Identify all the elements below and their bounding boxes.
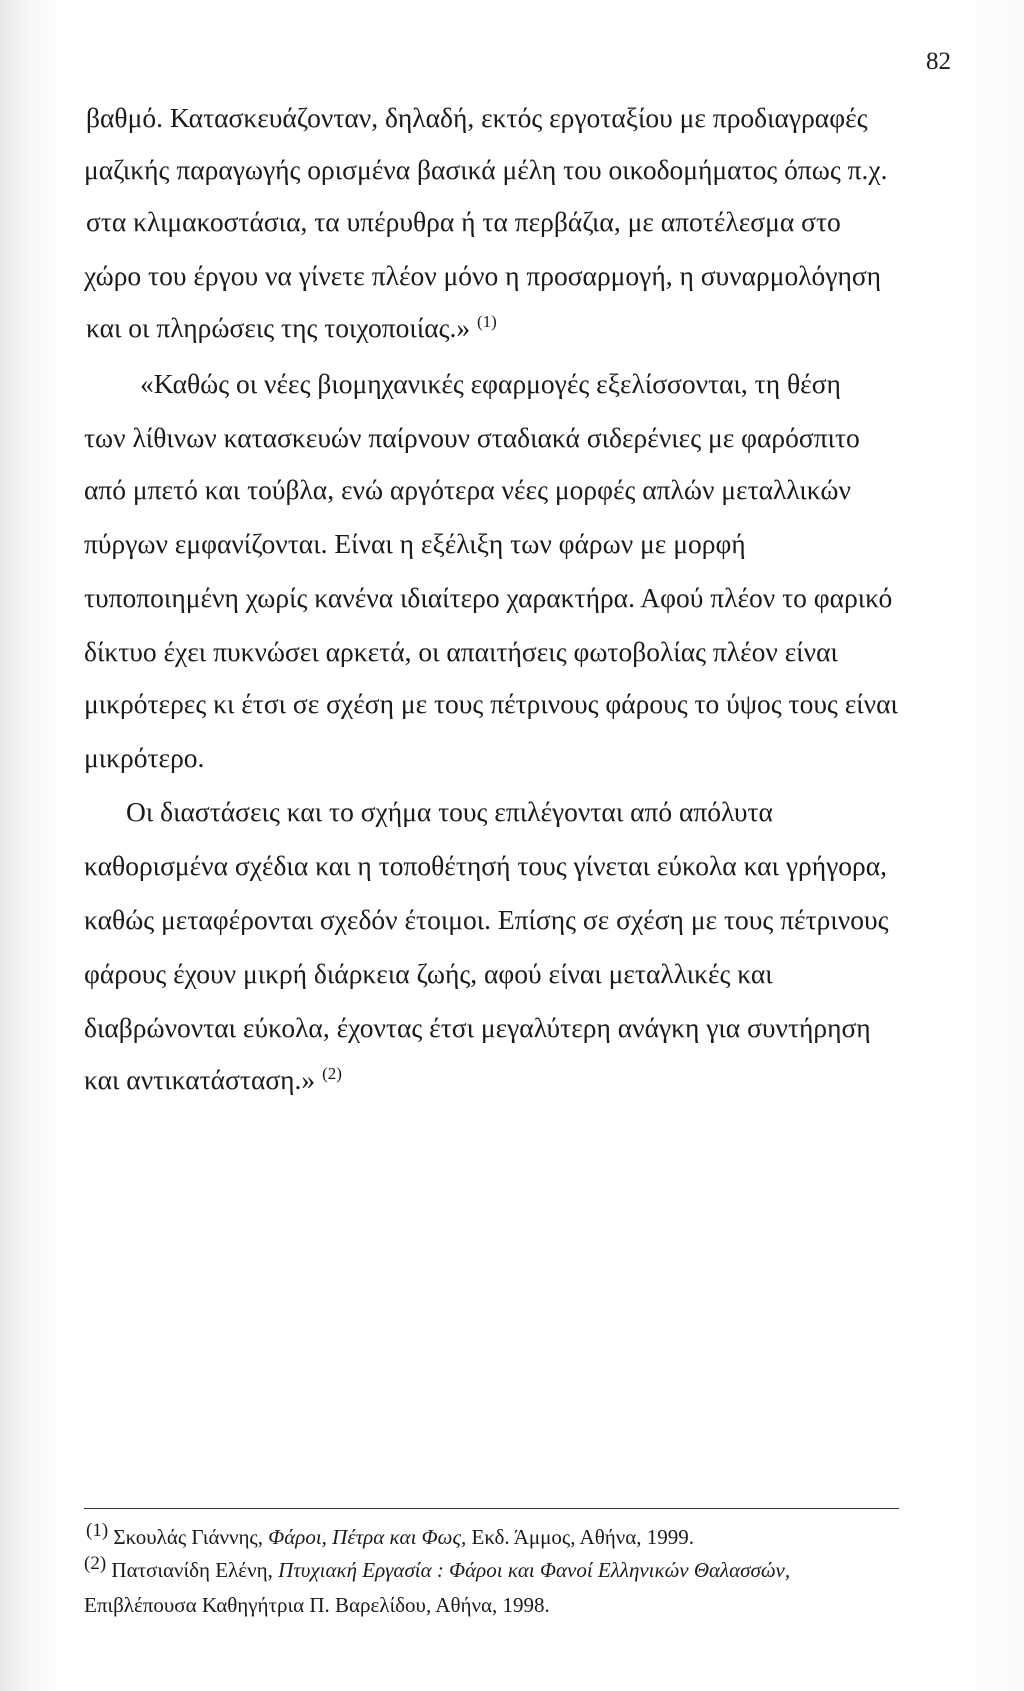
body-line-text: στα κλιμακοστάσια, τα υπέρυθρα ή τα περβάζια, με αποτέλεσμα στο — [86, 206, 841, 237]
body-line — [84, 852, 887, 880]
body-line-text: καθώς μεταφέρονται σχεδόν έτοιμοι. Επίσης σε σχέση με τους πέτρινους — [84, 904, 889, 935]
body-line — [140, 370, 841, 398]
body-line-text: των λίθινων κατασκευών παίρνουν σταδιακά σιδερένιες με φαρόσπιτο — [84, 422, 860, 453]
body-line-text: μικρότερες κι έτσι σε σχέση με τους πέτρινους φάρους το ύψος τους είναι — [84, 688, 898, 719]
body-line-text: μαζικής παραγωγής ορισμένα βασικά μέλη του οικοδομήματος όπως π.χ. — [84, 154, 888, 185]
footnote-2 — [84, 1553, 791, 1582]
body-line — [84, 262, 881, 290]
footnote-2-title: Πτυχιακή Εργασία : Φάροι και Φανοί Ελληνικών Θαλασσών, — [278, 1558, 791, 1582]
body-line-text: διαβρώνονται εύκολα, έχοντας έτσι μεγαλύτερη ανάγκη για συντήρηση — [84, 1012, 871, 1043]
body-line — [84, 960, 773, 988]
page-number: 82 — [926, 48, 951, 75]
body-line — [84, 424, 860, 452]
body-line — [84, 476, 851, 504]
body-line-text: πύργων εμφανίζονται. Είναι η εξέλιξη των φάρων με μορφή — [84, 528, 746, 559]
footnote-1-author: Σκουλάς Γιάννης, — [108, 1525, 269, 1549]
body-line — [86, 208, 841, 236]
body-line-text: χώρο του έργου να γίνετε πλέον μόνο η προσαρμογή, η συναρμολόγηση — [84, 260, 882, 291]
footnote-1-title: Φάροι, Πέτρα και Φως, — [268, 1525, 467, 1549]
body-line-text: δίκτυο έχει πυκνώσει αρκετά, οι απαιτήσεις φωτοβολίας πλέον είναι — [84, 636, 838, 667]
body-line-text: βαθμό. Κατασκευάζονταν, δηλαδή, εκτός εργοταξίου με προδιαγραφές — [86, 102, 868, 133]
footnote-2-author: Πατσιανίδη Ελένη, — [106, 1558, 279, 1582]
body-line-text: καθορισμένα σχέδια και η τοποθέτησή τους γίνεται εύκολα και γρήγορα, — [84, 850, 888, 881]
body-line — [84, 638, 838, 666]
body-line — [84, 1014, 871, 1042]
body-line-text: και οι πληρώσεις της τοιχοποιίας.» — [86, 312, 478, 343]
body-line — [86, 311, 497, 343]
body-line-text: Οι διαστάσεις και το σχήμα τους επιλέγονται από απόλυτα — [126, 796, 773, 827]
body-line — [84, 530, 746, 558]
footnote-2-continuation: Επιβλέπουσα Καθηγήτρια Π. Βαρελίδου, Αθήνα, 1998. — [84, 1593, 550, 1617]
footnote-reference: (1) — [477, 311, 497, 331]
footnote-separator — [84, 1508, 899, 1509]
footnote-1-number: (1) — [86, 1520, 109, 1541]
body-line — [84, 584, 892, 612]
footnote-1 — [86, 1520, 694, 1549]
body-line — [126, 798, 773, 826]
body-line-text: τυποποιημένη χωρίς κανένα ιδιαίτερο χαρακτήρα. Αφού πλέον το φαρικό — [84, 582, 893, 613]
body-line-text: από μπετό και τούβλα, ενώ αργότερα νέες μορφές απλών μεταλλικών — [84, 474, 851, 505]
body-line-text: «Καθώς οι νέες βιομηχανικές εφαρμογές εξελίσσονται, τη θέση — [140, 368, 841, 399]
body-line — [84, 156, 888, 184]
footnote-reference: (2) — [322, 1063, 342, 1083]
body-line-text: μικρότερο. — [84, 742, 205, 773]
body-line — [84, 744, 204, 772]
footnote-1-publisher: Εκδ. Άμμος, Αθήνα, 1999. — [466, 1525, 694, 1549]
body-line-text: φάρους έχουν μικρή διάρκεια ζωής, αφού είναι μεταλλικές και — [84, 958, 773, 989]
body-line — [84, 690, 898, 718]
footnote-2-number: (2) — [84, 1553, 107, 1574]
body-line — [84, 906, 888, 934]
body-line — [86, 104, 868, 132]
body-line-text: και αντικατάσταση.» — [84, 1064, 323, 1095]
body-line — [84, 1063, 342, 1095]
